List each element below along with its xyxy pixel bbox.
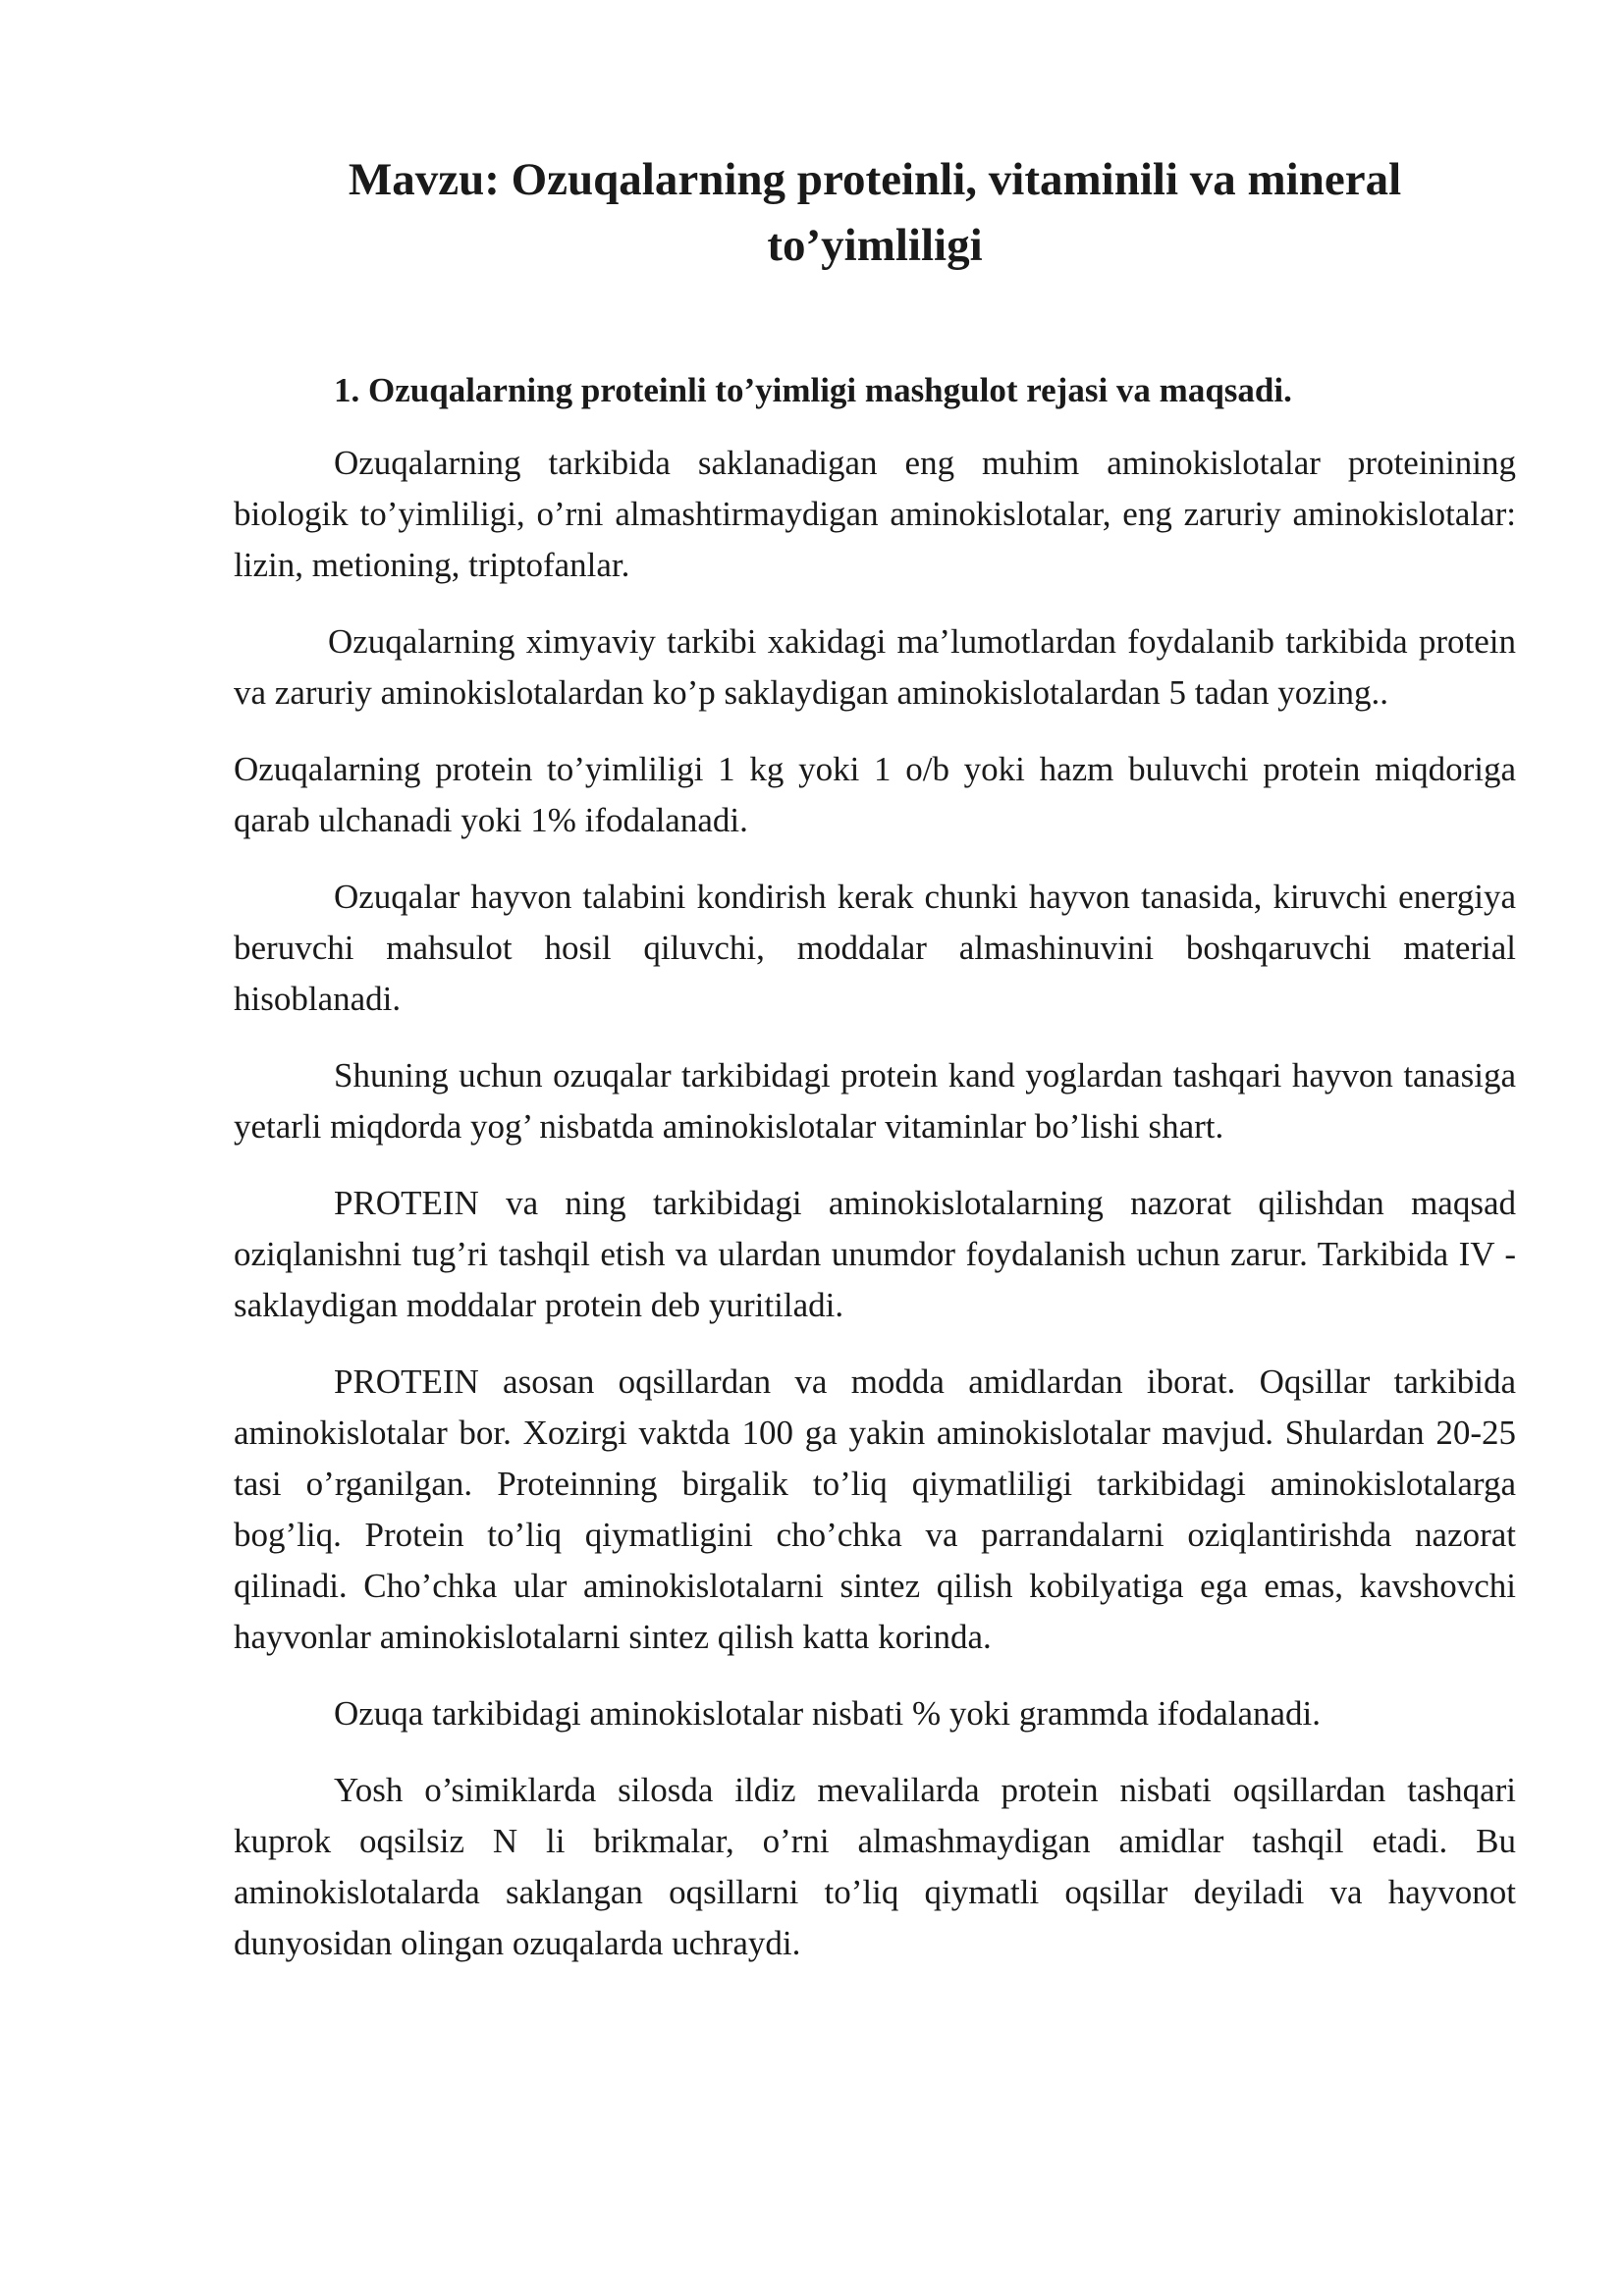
paragraph-2: Ozuqalarning ximyaviy tarkibi xakidagi ma’lumotlardan foydalanib tarkibida protein va zaruriy aminokislotalardan ko’p saklaydigan aminokislotalardan 5 tadan yozing..: [234, 622, 1516, 712]
paragraph-8: Ozuqa tarkibidagi aminokislotalar nisbati % yoki grammda ifodalanadi.: [334, 1694, 1322, 1733]
page-title: Mavzu: Ozuqalarning proteinli, vitaminili va mineral to’yimliligi: [348, 154, 1402, 271]
paragraph-6: PROTEIN va ning tarkibidagi aminokislotalarning nazorat qilishdan maqsad oziqlanishni tug’ri tashqil etish va ulardan unumdor foydalanish uchun zarur. Tarkibida IV - saklaydigan moddalar protein deb yuritiladi.: [234, 1184, 1516, 1324]
paragraph-4: Ozuqalar hayvon talabini kondirish kerak chunki hayvon tanasida, kiruvchi energiya beruvchi mahsulot hosil qiluvchi, moddalar almashinuvini boshqaruvchi material hisoblanadi.: [234, 878, 1516, 1018]
paragraph-5: Shuning uchun ozuqalar tarkibidagi protein kand yoglardan tashqari hayvon tanasiga yetarli miqdorda yog’ nisbatda aminokislotalar vitaminlar bo’lishi shart.: [234, 1056, 1516, 1146]
paragraph-3: Ozuqalarning protein to’yimliligi 1 kg yoki 1 o/b yoki hazm buluvchi protein miqdoriga qarab ulchanadi yoki 1% ifodalanadi.: [234, 750, 1516, 839]
section-heading: 1. Ozuqalarning proteinli to’yimligi mashgulot rejasi va maqsadi.: [334, 371, 1292, 409]
paragraph-1: Ozuqalarning tarkibida saklanadigan eng muhim aminokislotalar proteinining biologik to’yimliligi, o’rni almashtirmaydigan aminokislotalar, eng zaruriy aminokislotalar: lizin, metioning, triptofanlar.: [234, 444, 1516, 584]
document-page: [234, 147, 1516, 1969]
paragraph-9: Yosh o’simiklarda silosda ildiz mevalilarda protein nisbati oqsillardan tashqari kuprok oqsilsiz N li brikmalar, o’rni almashmaydigan amidlar tashqil etadi. Bu aminokislotalarda saklangan oqsillarni to’liq qiymatli oqsillar deyiladi va hayvonot dunyosidan olingan ozuqalarda uchraydi.: [234, 1771, 1516, 1962]
paragraph-7: PROTEIN asosan oqsillardan va modda amidlardan iborat. Oqsillar tarkibida aminokislotalar bor. Xozirgi vaktda 100 ga yakin aminokislotalar mavjud. Shulardan 20-25 tasi o’rganilgan. Proteinning birgalik to’liq qiymatliligi tarkibidagi aminokislotalarga bog’liq. Protein to’liq qiymatligini cho’chka va parrandalarni oziqlantirishda nazorat qilinadi. Cho’chka ular aminokislotalarni sintez qilish kobilyatiga ega emas, kavshovchi hayvonlar aminokislotalarni sintez qilish katta korinda.: [234, 1362, 1516, 1656]
